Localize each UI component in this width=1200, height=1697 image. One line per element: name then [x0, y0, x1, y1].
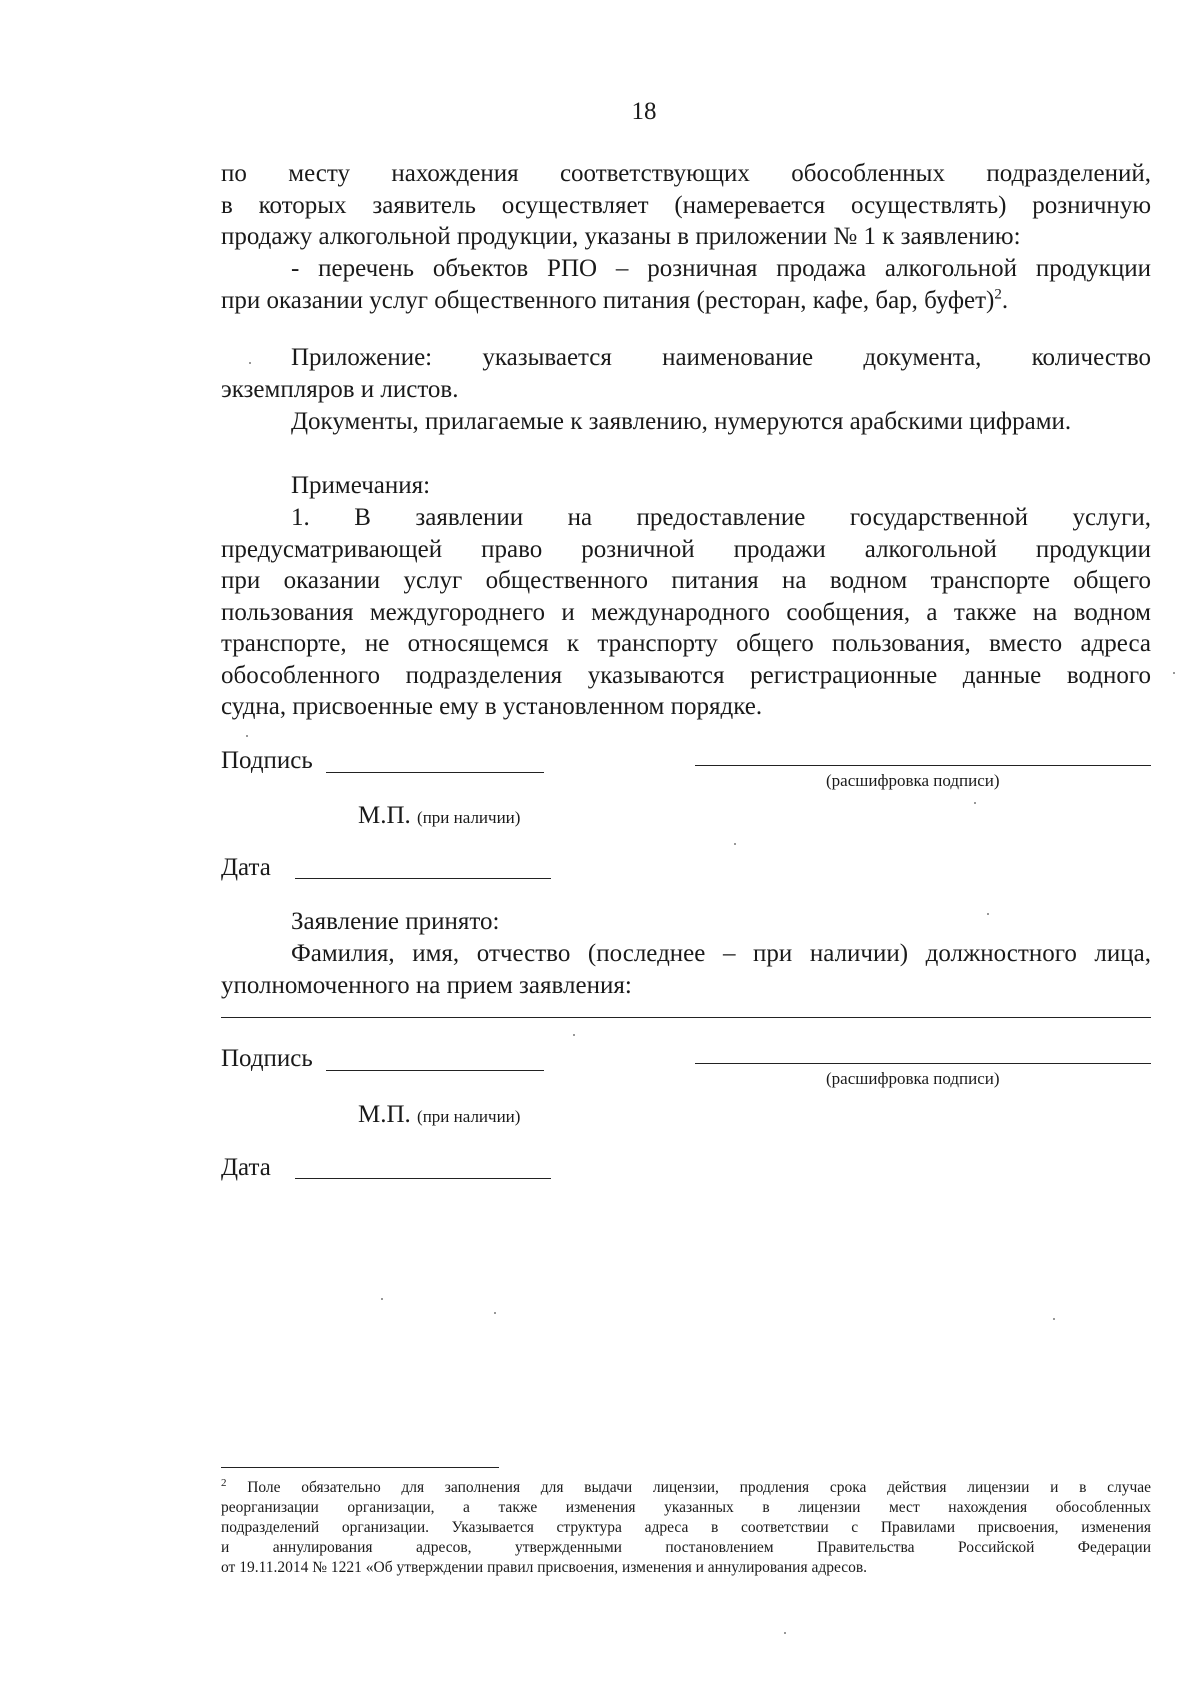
- footnote: [221, 1478, 1151, 1578]
- stamp-label-2: М.П.: [358, 1101, 411, 1128]
- note-1-paragraph: [221, 502, 1151, 723]
- note-1-line-6: обособленного подразделения указываются регистрационные данные водного: [221, 661, 1151, 689]
- attachment-line-2: экземпляров и листов.: [221, 375, 459, 403]
- stamp-label-1: М.П.: [358, 802, 411, 829]
- intro-line-1: по месту нахождения соответствующих обособленных подразделений,: [221, 160, 1151, 187]
- date-line-2[interactable]: [295, 1178, 551, 1179]
- footnote-line-1: [221, 1478, 1151, 1498]
- date-label-2: Дата: [221, 1154, 271, 1181]
- accepted-label: Заявление принято:: [291, 908, 500, 935]
- scan-speck: [573, 1034, 575, 1036]
- scan-speck: [381, 1298, 383, 1300]
- list-item: [221, 253, 1151, 316]
- page-number: 18: [631, 98, 657, 125]
- list-item-line-2-text: при оказании услуг общественного питания (ресторан, кафе, бар, буфет): [221, 286, 995, 314]
- official-line-1: Фамилия, имя, отчество (последнее – при наличии) должностного лица,: [291, 940, 1151, 967]
- scan-speck: [1053, 1318, 1055, 1320]
- attachment-paragraph: [221, 342, 1151, 405]
- note-1-line-1: 1. В заявлении на предоставление государственной услуги,: [291, 504, 1151, 531]
- list-item-line-1: - перечень объектов РПО – розничная продажа алкогольной продукции: [291, 255, 1151, 282]
- signature-line-1[interactable]: [326, 772, 544, 773]
- decoding-line-2[interactable]: [695, 1063, 1151, 1064]
- list-item-line-2: [221, 285, 1151, 317]
- official-line-2: уполномоченного на прием заявления:: [221, 971, 632, 999]
- decoding-caption-2: (расшифровка подписи): [826, 1069, 1000, 1088]
- notes-heading: Примечания:: [291, 472, 431, 499]
- scan-speck: [974, 802, 976, 804]
- stamp-note-2: (при наличии): [417, 1107, 521, 1126]
- list-item-line-2-end: .: [1001, 286, 1009, 314]
- stamp-note-1: (при наличии): [417, 808, 521, 827]
- decoding-line-1[interactable]: [695, 765, 1151, 766]
- footnote-reference: 2: [994, 286, 1002, 303]
- attachment-line-1: Приложение: указывается наименование документа, количество: [291, 344, 1151, 371]
- note-1-line-7: судна, присвоенные ему в установленном порядке.: [221, 693, 763, 720]
- scan-speck: [494, 1312, 496, 1314]
- stamp-line-2: [358, 1099, 520, 1133]
- footnote-separator: [221, 1467, 499, 1468]
- official-name-line[interactable]: [221, 1017, 1151, 1018]
- footnote-line-5: от 19.11.2014 № 1221 «Об утверждении правил присвоения, изменения и аннулирования адресов.: [221, 1559, 868, 1576]
- footnote-line-2: реорганизации организации, а также изменения указанных в лицензии мест нахождения обособленных: [221, 1499, 1151, 1516]
- documents-note: Документы, прилагаемые к заявлению, нумеруются арабскими цифрами.: [291, 408, 1072, 435]
- footnote-line-3: подразделений организации. Указывается структура адреса в соответствии с Правилами присвоения, изменения: [221, 1519, 1151, 1536]
- scan-speck: [987, 913, 989, 915]
- note-1-line-4: пользования междугороднего и международного сообщения, а также на водном: [221, 598, 1151, 626]
- footnote-mark: 2: [221, 1476, 227, 1489]
- scan-speck: [734, 843, 736, 845]
- signature-label-2: Подпись: [221, 1045, 313, 1072]
- intro-paragraph: [221, 158, 1151, 253]
- scan-speck: [1173, 672, 1175, 674]
- intro-line-3: продажу алкогольной продукции, указаны в приложении № 1 к заявлению:: [221, 223, 1021, 250]
- signature-label-1: Подпись: [221, 747, 313, 774]
- footnote-line-1-text: Поле обязательно для заполнения для выдачи лицензии, продления срока действия лицензии и в случае: [247, 1479, 1151, 1496]
- footnote-line-4: и аннулирования адресов, утвержденными постановлением Правительства Российской Федерации: [221, 1539, 1151, 1556]
- decoding-caption-1: (расшифровка подписи): [826, 771, 1000, 790]
- note-1-line-2: предусматривающей право розничной продажи алкогольной продукции: [221, 535, 1151, 563]
- scan-speck: [249, 362, 251, 364]
- official-paragraph: [221, 938, 1151, 1001]
- scan-speck: [246, 735, 248, 737]
- note-1-line-3: при оказании услуг общественного питания на водном транспорте общего: [221, 567, 1151, 594]
- signature-line-2[interactable]: [326, 1070, 544, 1071]
- date-label-1: Дата: [221, 854, 271, 881]
- note-1-line-5: транспорте, не относящемся к транспорту общего пользования, вместо адреса: [221, 630, 1151, 657]
- scan-speck: [784, 1632, 786, 1634]
- intro-line-2: в которых заявитель осуществляет (намеревается осуществлять) розничную: [221, 191, 1151, 219]
- date-line-1[interactable]: [295, 878, 551, 879]
- stamp-line-1: [358, 800, 520, 834]
